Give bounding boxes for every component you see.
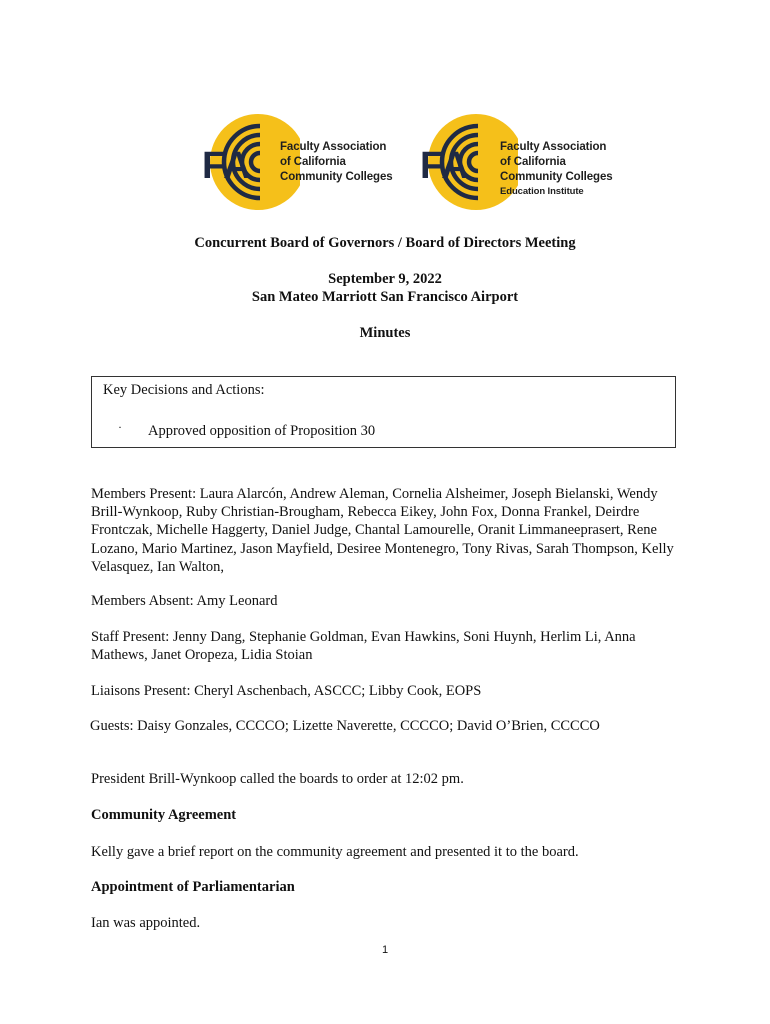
logo-line: Community Colleges	[500, 171, 613, 183]
logo-fa-letters: FA	[202, 145, 251, 187]
key-decisions-box	[91, 376, 676, 448]
call-to-order: President Brill-Wynkoop called the boards to order at 12:02 pm.	[91, 771, 464, 787]
meeting-date: September 9, 2022	[328, 271, 442, 287]
logo-wordmark	[280, 140, 393, 185]
meeting-location: San Mateo Marriott San Francisco Airport	[251, 289, 519, 305]
logo-line: of California	[280, 156, 346, 168]
guests: Guests: Daisy Gonzales, CCCCO; Lizette Naverette, CCCCO; David O’Brien, CCCCO	[90, 718, 600, 734]
members-absent: Members Absent: Amy Leonard	[91, 593, 278, 609]
logo-line: Community Colleges	[280, 171, 393, 183]
logo-subline: Education Institute	[500, 186, 584, 197]
key-decision-item: Approved opposition of Proposition 30	[148, 423, 376, 439]
logo-fa-letters: FA	[420, 145, 469, 187]
document-type: Minutes	[359, 325, 411, 341]
section-heading-community-agreement: Community Agreement	[91, 807, 237, 823]
community-agreement-text: Kelly gave a brief report on the community agreement and presented it to the board.	[91, 844, 579, 860]
logo-line: Faculty Association	[280, 141, 387, 153]
logo-line: Faculty Association	[500, 141, 607, 153]
section-heading-parliamentarian: Appointment of Parliamentarian	[91, 879, 295, 895]
logo-wordmark	[500, 140, 613, 199]
liaisons-present: Liaisons Present: Cheryl Aschenbach, ASCCC; Libby Cook, EOPS	[91, 683, 482, 699]
parliamentarian-text: Ian was appointed.	[91, 915, 201, 931]
key-decisions-title: Key Decisions and Actions:	[103, 382, 265, 398]
faccc-logo	[200, 112, 393, 212]
faccc-education-institute-logo	[418, 112, 618, 212]
bullet-icon: ·	[118, 420, 122, 434]
members-present: Members Present: Laura Alarcón, Andrew Aleman, Cornelia Alsheimer, Joseph Bielanski, Wendy Brill-Wynkoop, Ruby Christian-Brougham, Rebecca Eikey, John Fox, Donna Frankel, Deirdre Frontczak, Michelle Haggerty, Daniel Judge, Chantal Lamourelle, Oranit Limmaneeprasert, Rene Lozano, Mario Martinez, Jason Mayfield, Desiree Montenegro, Tony Rivas, Sarah Thompson, Kelly Velasquez, Ian Walton,	[91, 486, 674, 575]
logo-line: of California	[500, 156, 566, 168]
meeting-title: Concurrent Board of Governors / Board of Directors Meeting	[194, 235, 576, 251]
staff-present: Staff Present: Jenny Dang, Stephanie Goldman, Evan Hawkins, Soni Huynh, Herlim Li, Anna Mathews, Janet Oropeza, Lidia Stoian	[91, 629, 636, 664]
page-number: 1	[381, 944, 389, 956]
